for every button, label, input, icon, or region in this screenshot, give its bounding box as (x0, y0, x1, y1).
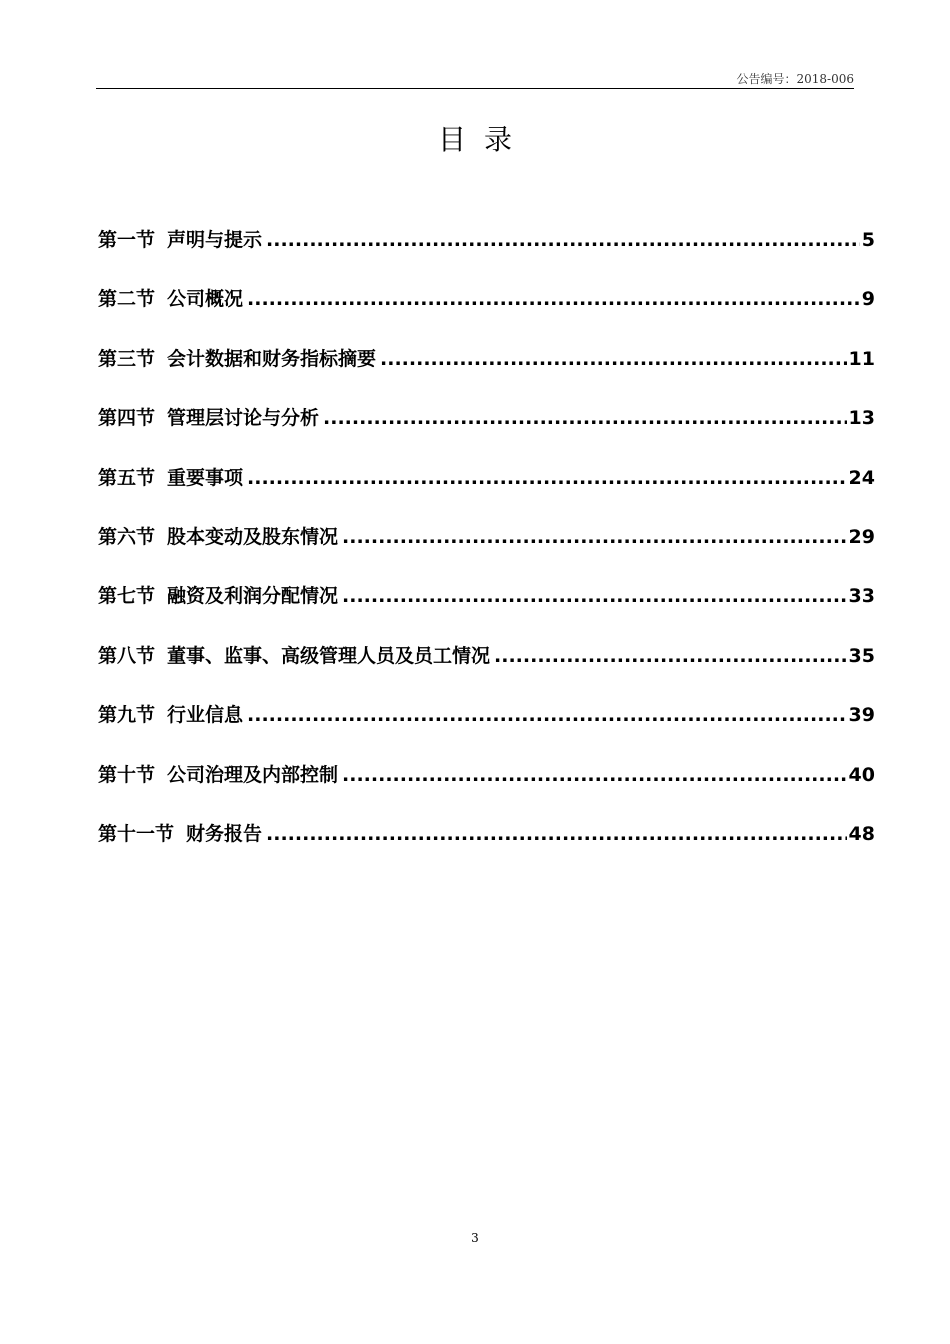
toc-section-title: 管理层讨论与分析 (167, 407, 320, 430)
toc-dot-leader (380, 341, 847, 377)
toc-section-number: 第七节 (98, 585, 156, 608)
toc-page-number: 11 (848, 347, 875, 370)
toc-section-title: 行业信息 (167, 704, 244, 727)
toc-entry-3[interactable] (98, 341, 875, 400)
toc-section-number: 第一节 (98, 229, 156, 251)
toc-entry-2[interactable] (98, 281, 875, 340)
toc-dot-leader (494, 638, 847, 674)
footer-page-number: 3 (471, 1231, 479, 1245)
header-divider (96, 88, 854, 89)
toc-entry-10[interactable] (98, 757, 875, 816)
toc-entry-7[interactable] (98, 578, 875, 637)
toc-dot-leader (266, 816, 847, 852)
toc-section-number: 第三节 (98, 347, 156, 370)
toc-section-title: 会计数据和财务指标摘要 (167, 347, 377, 370)
toc-section-title: 融资及利润分配情况 (167, 585, 339, 608)
toc-page-number: 39 (848, 704, 875, 727)
toc-page-number: 13 (848, 407, 875, 430)
toc-dot-leader (342, 578, 847, 614)
toc-section-title: 董事、监事、高级管理人员及员工情况 (167, 644, 491, 667)
toc-dot-leader (266, 222, 860, 258)
toc-section-number: 第十节 (98, 763, 156, 786)
toc-page-number: 9 (861, 288, 875, 311)
toc-section-number: 第五节 (98, 466, 156, 489)
toc-page-number: 35 (848, 644, 875, 667)
toc-section-number: 第九节 (98, 704, 156, 727)
toc-section-title: 公司概况 (167, 288, 244, 311)
toc-page-number: 33 (848, 585, 875, 608)
toc-entry-1[interactable] (98, 222, 875, 281)
toc-dot-leader (342, 757, 847, 793)
toc-entry-9[interactable] (98, 697, 875, 756)
toc-section-number: 第六节 (98, 525, 156, 548)
toc-section-title: 财务报告 (186, 822, 263, 845)
toc-page-number: 24 (848, 466, 875, 489)
table-of-contents (98, 222, 875, 875)
toc-entry-11[interactable] (98, 816, 875, 875)
toc-section-number: 第十一节 (98, 822, 175, 845)
toc-section-title: 公司治理及内部控制 (167, 763, 339, 786)
toc-section-title: 重要事项 (167, 466, 244, 489)
toc-entry-4[interactable] (98, 400, 875, 459)
toc-page-number: 48 (848, 822, 875, 845)
toc-dot-leader (247, 460, 847, 496)
toc-section-number: 第八节 (98, 644, 156, 667)
toc-page-number: 29 (848, 525, 875, 548)
toc-section-title: 股本变动及股东情况 (167, 525, 339, 548)
toc-page-number: 5 (861, 229, 875, 251)
toc-entry-8[interactable] (98, 638, 875, 697)
toc-entry-6[interactable] (98, 519, 875, 578)
toc-dot-leader (247, 281, 860, 317)
toc-section-number: 第四节 (98, 407, 156, 430)
page-title: 目录 (437, 123, 530, 156)
toc-entry-5[interactable] (98, 460, 875, 519)
announcement-number: 公告编号：2018-006 (736, 72, 854, 86)
toc-dot-leader (342, 519, 847, 555)
toc-section-title: 声明与提示 (167, 229, 263, 251)
toc-page-number: 40 (848, 763, 875, 786)
toc-section-number: 第二节 (98, 288, 156, 311)
toc-dot-leader (323, 400, 847, 436)
toc-dot-leader (247, 697, 847, 733)
